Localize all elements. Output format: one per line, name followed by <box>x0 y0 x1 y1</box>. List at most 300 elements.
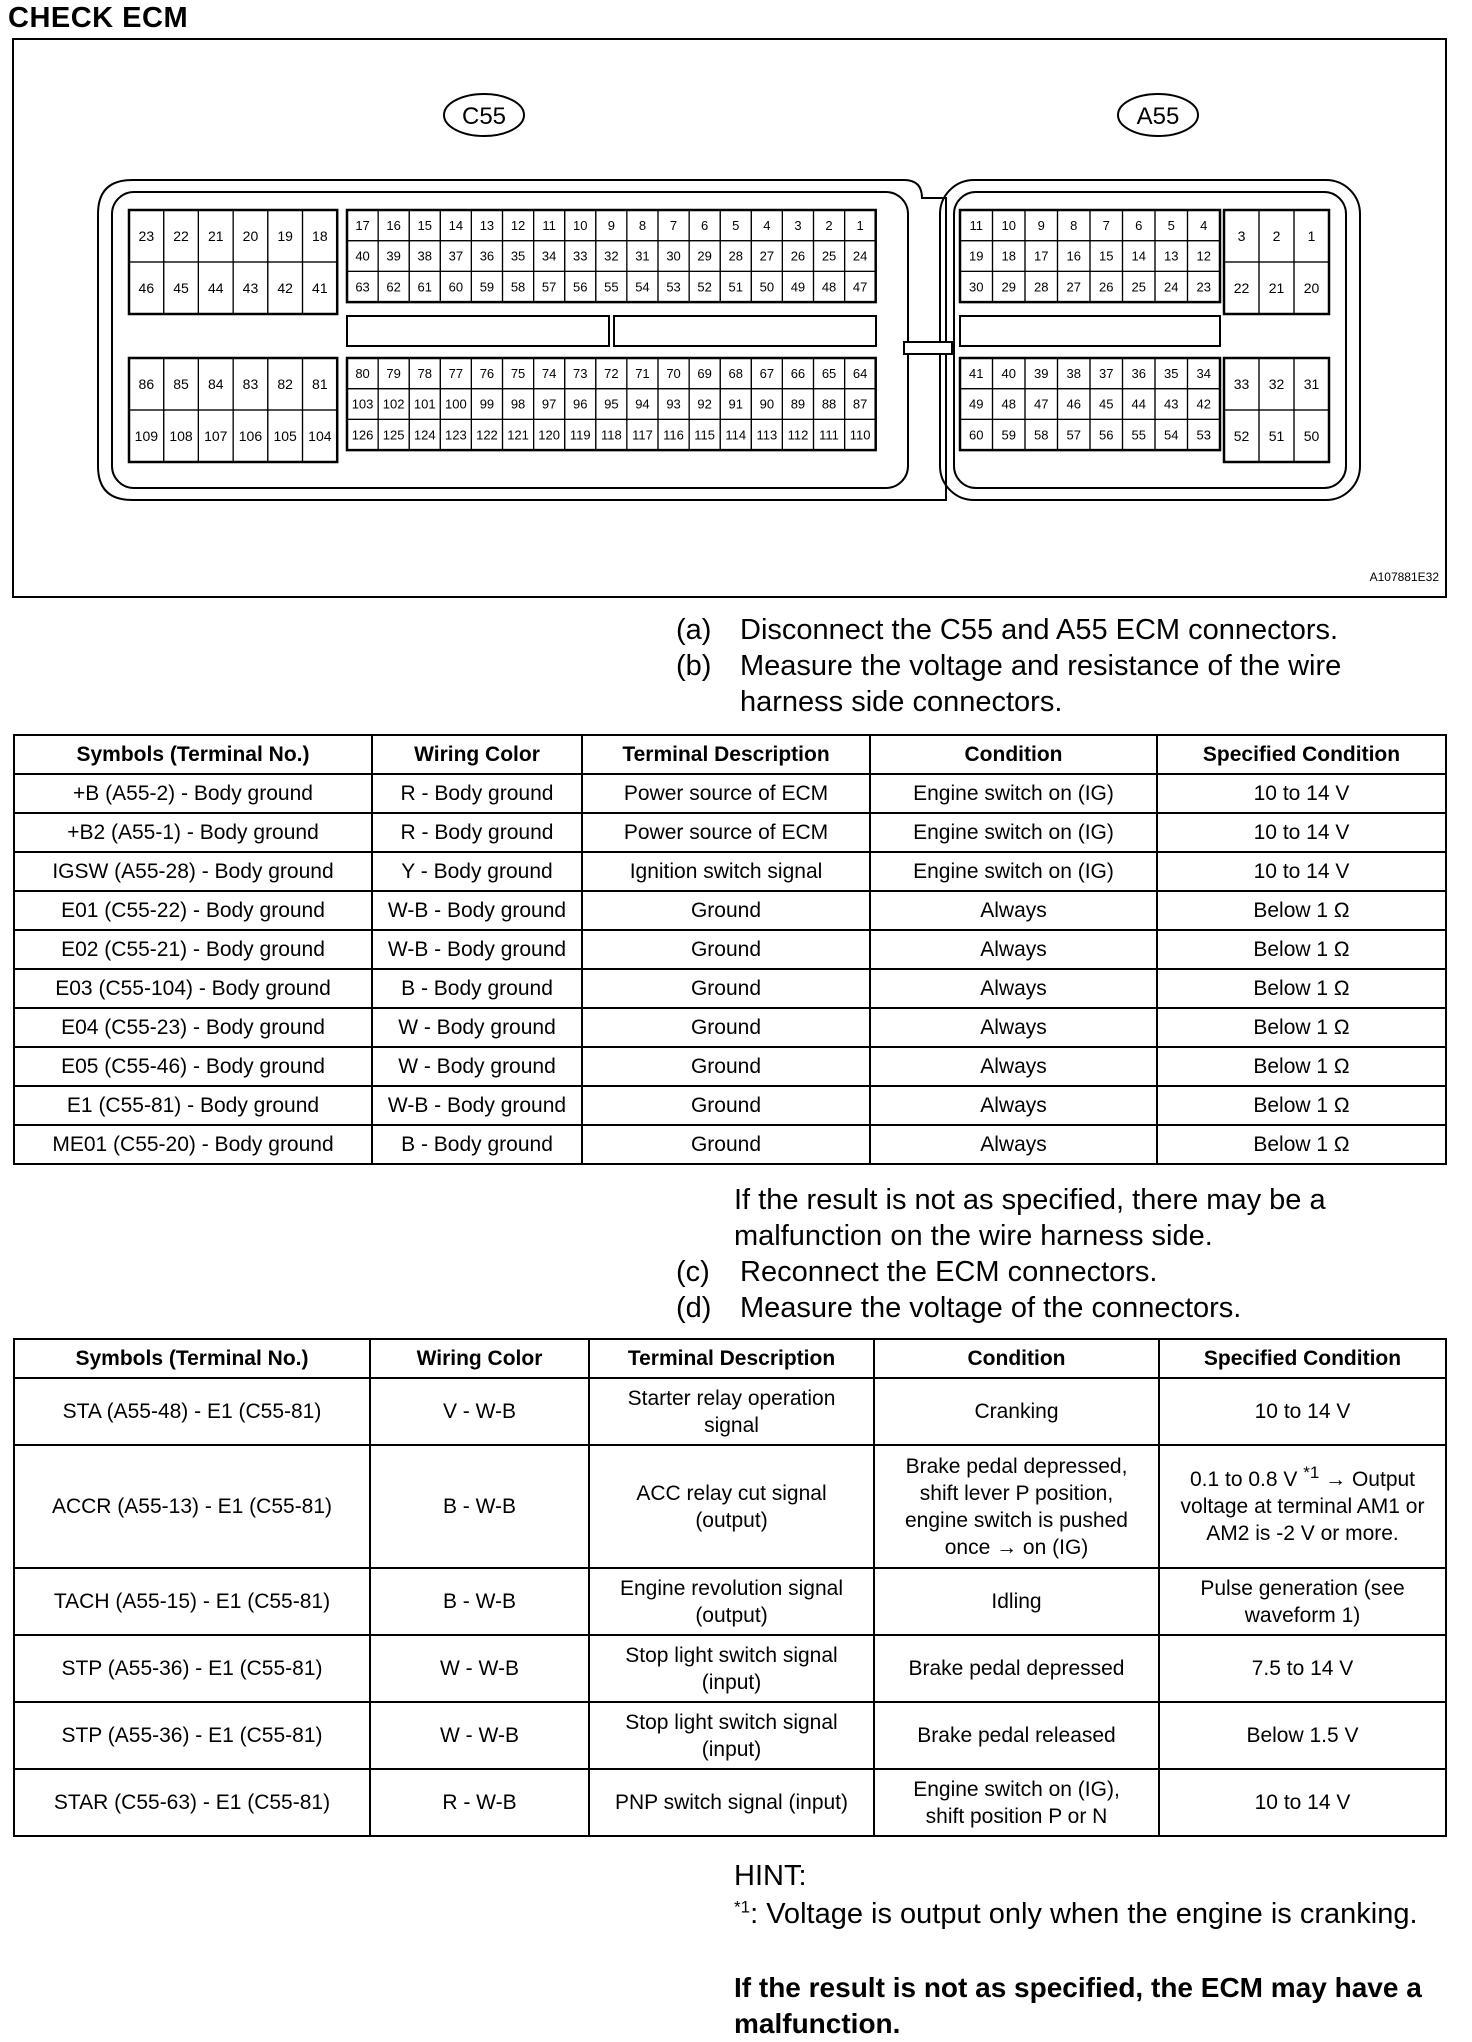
terminal-number: 26 <box>1099 279 1114 295</box>
terminal-number: 43 <box>242 280 259 297</box>
cell-spec: Below 1 Ω <box>1157 969 1446 1008</box>
terminal-number: 111 <box>819 427 839 443</box>
table-row <box>14 1635 1446 1702</box>
table-row <box>14 1769 1446 1836</box>
cell-description: Ground <box>582 1086 870 1125</box>
table-row <box>14 1047 1446 1086</box>
terminal-number: 115 <box>694 427 716 443</box>
cell-symbol: E03 (C55-104) - Body ground <box>14 969 372 1008</box>
table-row <box>14 852 1446 891</box>
cell-symbol: STP (A55-36) - E1 (C55-81) <box>14 1702 370 1769</box>
terminal-number: 35 <box>1164 366 1179 382</box>
terminal-number: 11 <box>542 218 556 234</box>
header-symbols: Symbols (Terminal No.) <box>14 1339 370 1378</box>
terminal-number: 24 <box>852 248 868 264</box>
cell-wiring-color: W-B - Body ground <box>372 930 582 969</box>
cell-spec: Below 1.5 V <box>1159 1702 1446 1769</box>
cell-description: Ground <box>582 1125 870 1164</box>
harness-result-note-line1: If the result is not as specified, there may be a <box>734 1184 1326 1216</box>
terminal-number: 43 <box>1164 396 1179 412</box>
table-row <box>14 891 1446 930</box>
step-text: Disconnect the C55 and A55 ECM connectors. <box>740 614 1339 646</box>
terminal-number: 4 <box>763 218 771 234</box>
terminal-number: 87 <box>852 396 868 412</box>
terminal-number: 55 <box>1131 427 1146 443</box>
terminal-number: 34 <box>1196 366 1211 382</box>
terminal-number: 117 <box>632 427 653 443</box>
terminal-number: 33 <box>1233 376 1250 393</box>
terminal-number: 33 <box>573 248 588 264</box>
terminal-number: 40 <box>1001 366 1016 382</box>
cell-condition: Cranking <box>874 1378 1159 1445</box>
terminal-number: 82 <box>277 376 293 393</box>
terminal-number: 80 <box>355 366 370 382</box>
footnote-marker: *1 <box>734 1897 751 1917</box>
cell-spec: 7.5 to 14 V <box>1159 1635 1446 1702</box>
terminal-number: 52 <box>1233 428 1250 445</box>
terminal-number: 48 <box>821 279 837 295</box>
cell-description: PNP switch signal (input) <box>589 1769 874 1836</box>
cell-description: Ground <box>582 1008 870 1047</box>
terminal-number: 61 <box>417 279 432 295</box>
terminal-number: 26 <box>790 248 806 264</box>
cell-spec: 10 to 14 V <box>1157 852 1446 891</box>
cell-symbol: +B2 (A55-1) - Body ground <box>14 813 372 852</box>
cell-condition: Always <box>870 1047 1157 1086</box>
terminal-number: 84 <box>207 376 224 393</box>
terminal-number: 56 <box>573 279 588 295</box>
table-header-row <box>14 1339 1446 1378</box>
terminal-number: 44 <box>207 280 224 297</box>
terminal-number: 63 <box>355 279 370 295</box>
terminal-number: 24 <box>1164 279 1179 295</box>
cell-description: Engine revolution signal (output) <box>589 1568 874 1635</box>
terminal-number: 22 <box>173 228 189 245</box>
terminal-number: 91 <box>728 396 743 412</box>
terminal-number: 59 <box>479 279 495 295</box>
terminal-number: 13 <box>1164 248 1179 264</box>
terminal-number: 47 <box>852 279 868 295</box>
terminal-number: 106 <box>238 428 263 445</box>
cell-description: Ground <box>582 969 870 1008</box>
hint-label: HINT: <box>734 1860 807 1892</box>
table-row <box>14 969 1446 1008</box>
footnote-marker: *1 <box>1303 1463 1320 1482</box>
cell-wiring-color: W - Body ground <box>372 1008 582 1047</box>
cell-condition: Always <box>870 1086 1157 1125</box>
terminal-number: 41 <box>312 280 328 297</box>
terminal-number: 51 <box>1268 428 1285 445</box>
terminal-number: 37 <box>448 248 464 264</box>
cell-spec: Below 1 Ω <box>1157 1047 1446 1086</box>
terminal-number: 54 <box>635 279 650 295</box>
terminal-number: 46 <box>1066 396 1081 412</box>
terminal-number: 15 <box>1099 248 1114 264</box>
terminal-number: 1 <box>1307 228 1316 245</box>
a55-housing-inner <box>954 192 1346 488</box>
terminal-number: 36 <box>479 248 495 264</box>
terminal-number: 30 <box>666 248 681 264</box>
terminal-number: 45 <box>173 280 189 297</box>
cell-wiring-color: W - W-B <box>370 1635 589 1702</box>
terminal-number: 103 <box>351 396 374 412</box>
cell-symbol: E1 (C55-81) - Body ground <box>14 1086 372 1125</box>
terminal-number: 28 <box>728 248 743 264</box>
terminal-number: 3 <box>794 218 802 234</box>
terminal-number: 76 <box>479 366 495 382</box>
terminal-number: 27 <box>1066 279 1081 295</box>
table-header-row <box>14 735 1446 774</box>
spec-text-pre: 0.1 to 0.8 V <box>1189 1468 1304 1491</box>
terminal-number: 1 <box>856 218 864 234</box>
cell-wiring-color: R - Body ground <box>372 774 582 813</box>
terminal-number: 23 <box>1196 279 1211 295</box>
cell-wiring-color: V - W-B <box>370 1378 589 1445</box>
page-title: CHECK ECM <box>8 2 189 34</box>
harness-check-table <box>13 734 1447 1165</box>
terminal-number: 88 <box>821 396 837 412</box>
terminal-number: 118 <box>600 427 622 443</box>
terminal-number: 50 <box>1303 428 1320 445</box>
terminal-number: 12 <box>510 218 526 234</box>
cell-condition: Engine switch on (IG) <box>870 774 1157 813</box>
terminal-number: 7 <box>1102 218 1110 234</box>
terminal-number: 44 <box>1131 396 1146 412</box>
header-condition: Condition <box>874 1339 1159 1378</box>
cell-spec: Below 1 Ω <box>1157 891 1446 930</box>
table-row <box>14 1378 1446 1445</box>
hint-note <box>734 1896 1454 1933</box>
terminal-number: 42 <box>277 280 293 297</box>
cell-wiring-color: B - Body ground <box>372 969 582 1008</box>
ecm-connector-diagram <box>14 40 1445 596</box>
terminal-number: 72 <box>604 366 619 382</box>
cell-symbol: TACH (A55-15) - E1 (C55-81) <box>14 1568 370 1635</box>
cell-symbol: STAR (C55-63) - E1 (C55-81) <box>14 1769 370 1836</box>
a55-connector-label: A55 <box>1136 103 1180 130</box>
cell-condition: Always <box>870 891 1157 930</box>
step-text: Measure the voltage of the connectors. <box>740 1292 1242 1324</box>
terminal-number: 94 <box>635 396 650 412</box>
terminal-number: 114 <box>725 427 747 443</box>
cell-condition: Idling <box>874 1568 1159 1635</box>
terminal-number: 75 <box>510 366 526 382</box>
terminal-number: 20 <box>242 228 259 245</box>
terminal-number: 71 <box>635 366 650 382</box>
terminal-number: 4 <box>1200 218 1208 234</box>
terminal-number: 55 <box>604 279 619 295</box>
cell-description: ACC relay cut signal (output) <box>589 1445 874 1568</box>
terminal-number: 45 <box>1099 396 1114 412</box>
cell-spec: Pulse generation (see waveform 1) <box>1159 1568 1446 1635</box>
cell-condition: Always <box>870 1125 1157 1164</box>
terminal-number: 110 <box>849 427 871 443</box>
terminal-number: 108 <box>169 428 193 445</box>
terminal-number: 96 <box>573 396 588 412</box>
terminal-number: 104 <box>308 428 332 445</box>
terminal-number: 15 <box>417 218 432 234</box>
cell-wiring-color: B - Body ground <box>372 1125 582 1164</box>
terminal-number: 126 <box>351 427 374 443</box>
table-row <box>14 1008 1446 1047</box>
terminal-number: 92 <box>697 396 712 412</box>
terminal-number: 32 <box>604 248 619 264</box>
terminal-number: 81 <box>312 376 328 393</box>
terminal-number: 31 <box>1303 376 1320 393</box>
cell-spec: Below 1 Ω <box>1157 1008 1446 1047</box>
terminal-number: 49 <box>969 396 984 412</box>
terminal-number: 10 <box>573 218 588 234</box>
header-wiring-color: Wiring Color <box>372 735 582 774</box>
terminal-number: 53 <box>1196 427 1211 443</box>
terminal-number: 2 <box>1272 228 1281 245</box>
terminal-number: 98 <box>510 396 526 412</box>
terminal-number: 28 <box>1034 279 1049 295</box>
cell-symbol: ME01 (C55-20) - Body ground <box>14 1125 372 1164</box>
connector-voltage-table <box>13 1338 1447 1837</box>
terminal-number: 12 <box>1196 248 1211 264</box>
terminal-number: 57 <box>1066 427 1081 443</box>
cell-condition: Always <box>870 969 1157 1008</box>
cell-description: Ground <box>582 891 870 930</box>
terminal-number: 18 <box>312 228 328 245</box>
terminal-number: 17 <box>1034 248 1049 264</box>
terminal-number: 31 <box>635 248 650 264</box>
table-row <box>14 1086 1446 1125</box>
spec-text-post: → Output voltage at terminal AM1 or AM2 is -2 V or more. <box>1180 1468 1425 1545</box>
terminal-number: 27 <box>759 248 775 264</box>
c55-housing-inner <box>112 192 908 488</box>
cell-spec: 10 to 14 V <box>1157 813 1446 852</box>
terminal-number: 6 <box>1135 218 1143 234</box>
terminal-number: 109 <box>134 428 159 445</box>
terminal-number: 58 <box>510 279 526 295</box>
terminal-number: 42 <box>1196 396 1211 412</box>
terminal-number: 5 <box>1167 218 1175 234</box>
terminal-number: 83 <box>242 376 259 393</box>
cell-description: Stop light switch signal (input) <box>589 1635 874 1702</box>
terminal-number: 95 <box>604 396 619 412</box>
terminal-number: 59 <box>1001 427 1016 443</box>
terminal-number: 40 <box>355 248 370 264</box>
terminal-number: 105 <box>273 428 297 445</box>
terminal-number: 8 <box>1070 218 1078 234</box>
terminal-number: 66 <box>790 366 806 382</box>
cell-spec: 10 to 14 V <box>1157 774 1446 813</box>
cell-symbol: E04 (C55-23) - Body ground <box>14 1008 372 1047</box>
cell-wiring-color: W - W-B <box>370 1702 589 1769</box>
ecm-connector-figure <box>12 38 1447 598</box>
terminal-number: 74 <box>541 366 557 382</box>
cell-condition: Always <box>870 930 1157 969</box>
terminal-number: 29 <box>697 248 712 264</box>
terminal-number: 65 <box>821 366 837 382</box>
terminal-number: 54 <box>1164 427 1179 443</box>
terminal-number: 35 <box>510 248 526 264</box>
table-row <box>14 774 1446 813</box>
terminal-number: 19 <box>969 248 984 264</box>
terminal-number: 124 <box>413 427 436 443</box>
terminal-number: 60 <box>969 427 984 443</box>
cell-spec <box>1159 1445 1446 1568</box>
cell-symbol: STP (A55-36) - E1 (C55-81) <box>14 1635 370 1702</box>
terminal-number: 17 <box>355 218 370 234</box>
terminal-number: 25 <box>1131 279 1146 295</box>
terminal-number: 29 <box>1001 279 1016 295</box>
terminal-number: 51 <box>728 279 743 295</box>
terminal-number: 58 <box>1034 427 1049 443</box>
terminal-number: 123 <box>444 427 467 443</box>
terminal-number: 38 <box>417 248 432 264</box>
cell-spec: Below 1 Ω <box>1157 1086 1446 1125</box>
cell-wiring-color: W - Body ground <box>372 1047 582 1086</box>
terminal-number: 125 <box>382 427 405 443</box>
cell-wiring-color: R - W-B <box>370 1769 589 1836</box>
terminal-number: 10 <box>1001 218 1016 234</box>
cell-description: Starter relay operation signal <box>589 1378 874 1445</box>
step-text: Reconnect the ECM connectors. <box>740 1256 1158 1288</box>
terminal-number: 79 <box>386 366 401 382</box>
terminal-number: 64 <box>852 366 868 382</box>
terminal-number: 121 <box>507 427 529 443</box>
terminal-number: 62 <box>386 279 401 295</box>
terminal-number: 5 <box>732 218 740 234</box>
header-terminal-description: Terminal Description <box>589 1339 874 1378</box>
cell-wiring-color: Y - Body ground <box>372 852 582 891</box>
terminal-number: 38 <box>1066 366 1081 382</box>
cell-wiring-color: W-B - Body ground <box>372 1086 582 1125</box>
terminal-number: 52 <box>697 279 712 295</box>
step-text: Measure the voltage and resistance of the wire <box>740 650 1342 682</box>
terminal-number: 23 <box>138 228 155 245</box>
a55-latch-slot <box>960 316 1220 346</box>
cell-condition: Engine switch on (IG) <box>870 852 1157 891</box>
table-row <box>14 813 1446 852</box>
c55-latch-slot <box>614 316 876 346</box>
cell-condition: Engine switch on (IG), shift position P or N <box>874 1769 1159 1836</box>
cell-symbol: IGSW (A55-28) - Body ground <box>14 852 372 891</box>
cell-description: Ground <box>582 1047 870 1086</box>
cell-symbol: ACCR (A55-13) - E1 (C55-81) <box>14 1445 370 1568</box>
terminal-number: 100 <box>444 396 467 412</box>
terminal-number: 101 <box>413 396 436 412</box>
terminal-number: 90 <box>759 396 775 412</box>
terminal-number: 47 <box>1034 396 1049 412</box>
cell-symbol: E02 (C55-21) - Body ground <box>14 930 372 969</box>
cell-condition: Always <box>870 1008 1157 1047</box>
terminal-number: 102 <box>382 396 405 412</box>
terminal-number: 21 <box>207 228 224 245</box>
terminal-number: 73 <box>573 366 588 382</box>
terminal-number: 30 <box>969 279 984 295</box>
cell-wiring-color: W-B - Body ground <box>372 891 582 930</box>
terminal-number: 69 <box>697 366 712 382</box>
terminal-number: 122 <box>476 427 498 443</box>
terminal-number: 53 <box>666 279 681 295</box>
terminal-number: 120 <box>538 427 561 443</box>
cell-condition: Brake pedal depressed <box>874 1635 1159 1702</box>
terminal-number: 60 <box>448 279 464 295</box>
c55-connector-label: C55 <box>461 103 507 130</box>
cell-spec: 10 to 14 V <box>1159 1769 1446 1836</box>
cell-wiring-color: R - Body ground <box>372 813 582 852</box>
terminal-number: 2 <box>825 218 833 234</box>
terminal-number: 32 <box>1268 376 1285 393</box>
terminal-number: 39 <box>1034 366 1049 382</box>
terminal-number: 39 <box>386 248 401 264</box>
terminal-number: 9 <box>1037 218 1045 234</box>
harness-result-note-line2: malfunction on the wire harness side. <box>734 1220 1213 1252</box>
terminal-number: 48 <box>1001 396 1016 412</box>
table-row <box>14 1125 1446 1164</box>
terminal-number: 11 <box>969 218 983 234</box>
terminal-number: 41 <box>969 366 984 382</box>
table-row <box>14 1568 1446 1635</box>
header-specified-condition: Specified Condition <box>1159 1339 1446 1378</box>
cell-description: Ground <box>582 930 870 969</box>
header-wiring-color: Wiring Color <box>370 1339 589 1378</box>
terminal-number: 14 <box>448 218 464 234</box>
header-specified-condition: Specified Condition <box>1157 735 1446 774</box>
terminal-number: 67 <box>759 366 775 382</box>
step-label: (c) <box>676 1256 710 1288</box>
cell-symbol: E01 (C55-22) - Body ground <box>14 891 372 930</box>
cell-condition: Brake pedal depressed, shift lever P position, engine switch is pushed once → on (IG) <box>874 1445 1159 1568</box>
terminal-number: 19 <box>277 228 293 245</box>
terminal-number: 8 <box>638 218 647 234</box>
terminal-number: 16 <box>386 218 401 234</box>
step-label: (d) <box>676 1292 712 1324</box>
terminal-number: 9 <box>607 218 615 234</box>
terminal-number: 49 <box>790 279 806 295</box>
terminal-number: 7 <box>669 218 678 234</box>
table-row <box>14 1702 1446 1769</box>
cell-symbol: +B (A55-2) - Body ground <box>14 774 372 813</box>
housing-joint <box>904 342 952 354</box>
terminal-number: 116 <box>663 427 684 443</box>
terminal-number: 68 <box>728 366 743 382</box>
terminal-number: 36 <box>1131 366 1146 382</box>
terminal-number: 21 <box>1268 280 1285 297</box>
cell-description: Stop light switch signal (input) <box>589 1702 874 1769</box>
terminal-number: 56 <box>1099 427 1114 443</box>
ecm-malfunction-note: If the result is not as specified, the ECM may have a malfunction. <box>734 1972 1422 2039</box>
terminal-number: 22 <box>1233 280 1250 297</box>
terminal-number: 34 <box>541 248 557 264</box>
step-label: (a) <box>676 614 712 646</box>
cell-description: Ignition switch signal <box>582 852 870 891</box>
cell-symbol: STA (A55-48) - E1 (C55-81) <box>14 1378 370 1445</box>
terminal-number: 107 <box>204 428 228 445</box>
terminal-number: 6 <box>701 218 709 234</box>
terminal-number: 112 <box>787 427 809 443</box>
terminal-number: 99 <box>479 396 495 412</box>
c55-latch-slot <box>347 316 609 346</box>
hint-note-text: : Voltage is output only when the engine is cranking. <box>750 1898 1418 1930</box>
terminal-number: 97 <box>541 396 557 412</box>
table-row <box>14 1445 1446 1568</box>
cell-spec: Below 1 Ω <box>1157 930 1446 969</box>
cell-wiring-color: B - W-B <box>370 1445 589 1568</box>
table-row <box>14 930 1446 969</box>
terminal-number: 46 <box>138 280 155 297</box>
terminal-number: 119 <box>569 427 591 443</box>
cell-symbol: E05 (C55-46) - Body ground <box>14 1047 372 1086</box>
terminal-number: 113 <box>756 427 778 443</box>
step-label: (b) <box>676 650 712 682</box>
figure-id: A107881E32 <box>1369 570 1439 584</box>
cell-description: Power source of ECM <box>582 774 870 813</box>
